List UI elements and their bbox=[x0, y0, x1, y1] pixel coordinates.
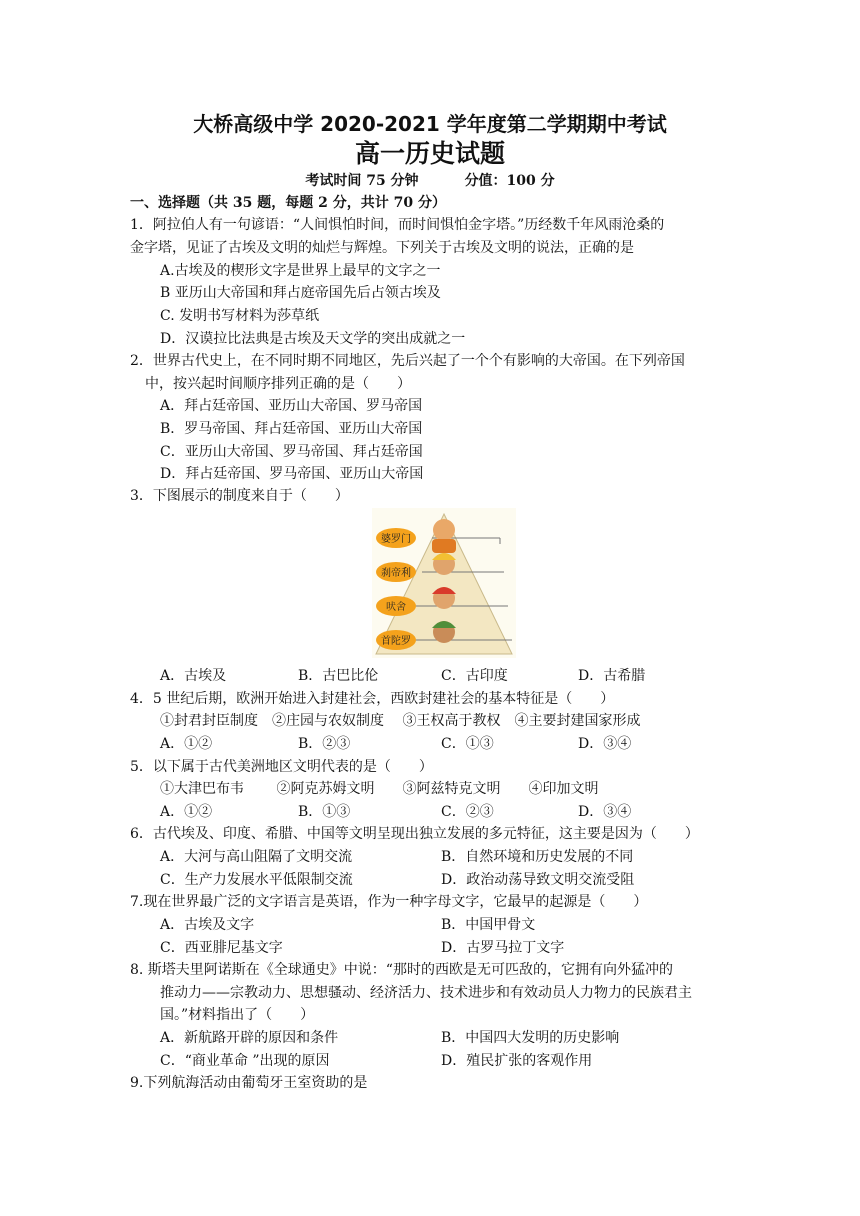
question-1-line-1: 1．阿拉伯人有一句谚语：“人间惧怕时间，而时间惧怕金字塔。”历经数千年风雨沧桑的 bbox=[130, 217, 665, 233]
question-6-option-a: A．大河与高山阻隔了文明交流 bbox=[160, 849, 353, 865]
question-4-option-b: B．②③ bbox=[298, 736, 351, 752]
question-8-option-b: B．中国四大发明的历史影响 bbox=[441, 1030, 620, 1046]
question-4-option-d: D．③④ bbox=[578, 736, 632, 752]
question-1-option-c: C. 发明书写材料为莎草纸 bbox=[160, 308, 320, 324]
caste-label-brahmin bbox=[376, 528, 416, 548]
question-1-line-2: 金字塔，见证了古埃及文明的灿烂与辉煌。下列关于古埃及文明的说法，正确的是 bbox=[130, 240, 634, 256]
exam-time: 考试时间 75 分钟 bbox=[305, 173, 419, 189]
exam-score: 分值：100 分 bbox=[464, 173, 555, 189]
question-5-line-1: 5．以下属于古代美洲地区文明代表的是（ ） bbox=[130, 759, 433, 775]
question-9-line-1: 9.下列航海活动由葡萄牙王室资助的是 bbox=[130, 1075, 368, 1091]
question-7-option-b: B．中国甲骨文 bbox=[441, 917, 536, 933]
question-4-option-a: A．①② bbox=[160, 736, 213, 752]
question-2-option-c: C．亚历山大帝国、罗马帝国、拜占廷帝国 bbox=[160, 444, 423, 460]
question-3-line-1: 3．下图展示的制度来自于（ ） bbox=[130, 488, 349, 504]
question-6-option-c: C．生产力发展水平低限制交流 bbox=[160, 872, 353, 888]
question-6-option-d: D．政治动荡导致文明交流受阻 bbox=[441, 872, 635, 888]
question-8-line-2: 推动力——宗教动力、思想骚动、经济活力、技术进步和有效动员人力物力的民族君主 bbox=[160, 985, 692, 1001]
svg-text:刹帝利: 刹帝利 bbox=[381, 568, 411, 579]
exam-meta bbox=[0, 170, 860, 190]
question-7-option-a: A．古埃及文字 bbox=[160, 917, 255, 933]
svg-text:首陀罗: 首陀罗 bbox=[381, 636, 411, 647]
question-4-line-1: 4．5 世纪后期，欧洲开始进入封建社会，西欧封建社会的基本特征是（ ） bbox=[130, 691, 615, 707]
question-5-option-a: A．①② bbox=[160, 804, 213, 820]
question-8-option-a: A．新航路开辟的原因和条件 bbox=[160, 1030, 339, 1046]
svg-text:吠舍: 吠舍 bbox=[386, 602, 406, 613]
school-exam-title: 大桥高级中学 2020-2021 学年度第二学期期中考试 bbox=[193, 112, 667, 136]
question-2-line-2: 中，按兴起时间顺序排列正确的是（ ） bbox=[145, 376, 411, 392]
question-2-option-d: D．拜占廷帝国、罗马帝国、亚历山大帝国 bbox=[160, 466, 424, 482]
question-7-option-d: D．古罗马拉丁文字 bbox=[441, 940, 565, 956]
question-1-option-d: D．汉谟拉比法典是古埃及天文学的突出成就之一 bbox=[160, 331, 466, 347]
caste-pyramid-image bbox=[372, 508, 516, 658]
question-4-option-c: C．①③ bbox=[441, 736, 494, 752]
question-8-option-c: C．“商业革命 ”出现的原因 bbox=[160, 1053, 330, 1069]
question-3-option-c: C．古印度 bbox=[441, 668, 508, 684]
question-1-option-a: A.古埃及的楔形文字是世界上最早的文字之一 bbox=[160, 263, 441, 279]
question-3-option-a: A．古埃及 bbox=[160, 668, 227, 684]
question-5-option-c: C．②③ bbox=[441, 804, 494, 820]
question-5-option-d: D．③④ bbox=[578, 804, 632, 820]
question-8-line-3: 国。”材料指出了（ ） bbox=[160, 1007, 315, 1023]
question-2-option-a: A．拜占廷帝国、亚历山大帝国、罗马帝国 bbox=[160, 398, 423, 414]
question-2-line-1: 2．世界古代史上，在不同时期不同地区，先后兴起了一个个有影响的大帝国。在下列帝国 bbox=[130, 353, 685, 369]
question-4-items: ①封君封臣制度 ②庄园与农奴制度 ③王权高于教权 ④主要封建国家形成 bbox=[160, 713, 641, 729]
caste-label-vaishya bbox=[376, 596, 416, 616]
question-8-option-d: D．殖民扩张的客观作用 bbox=[441, 1053, 593, 1069]
question-2-option-b: B．罗马帝国、拜占廷帝国、亚历山大帝国 bbox=[160, 421, 423, 437]
question-7-option-c: C．西亚腓尼基文字 bbox=[160, 940, 283, 956]
question-3-option-b: B．古巴比伦 bbox=[298, 668, 379, 684]
question-1-option-b: B 亚历山大帝国和拜占庭帝国先后占领古埃及 bbox=[160, 285, 441, 301]
question-5-items: ①大津巴布韦 ②阿克苏姆文明 ③阿兹特克文明 ④印加文明 bbox=[160, 781, 599, 797]
question-8-line-1: 8. 斯塔夫里阿诺斯在《全球通史》中说：“那时的西欧是无可匹敌的，它拥有向外猛冲的 bbox=[130, 962, 673, 978]
question-3-option-d: D．古希腊 bbox=[578, 668, 646, 684]
question-5-option-b: B．①③ bbox=[298, 804, 351, 820]
section-heading: 一、选择题（共 35 题，每题 2 分，共计 70 分） bbox=[130, 195, 446, 211]
question-6-option-b: B．自然环境和历史发展的不同 bbox=[441, 849, 634, 865]
caste-label-shudra bbox=[376, 630, 416, 650]
question-7-line-1: 7.现在世界最广泛的文字语言是英语，作为一种字母文字，它最早的起源是（ ） bbox=[130, 894, 648, 910]
caste-label-kshatriya bbox=[376, 562, 416, 582]
svg-text:婆罗门: 婆罗门 bbox=[381, 534, 411, 545]
subject-title: 高一历史试题 bbox=[354, 139, 505, 168]
question-6-line-1: 6．古代埃及、印度、希腊、中国等文明呈现出独立发展的多元特征，这主要是因为（ ） bbox=[130, 826, 699, 842]
